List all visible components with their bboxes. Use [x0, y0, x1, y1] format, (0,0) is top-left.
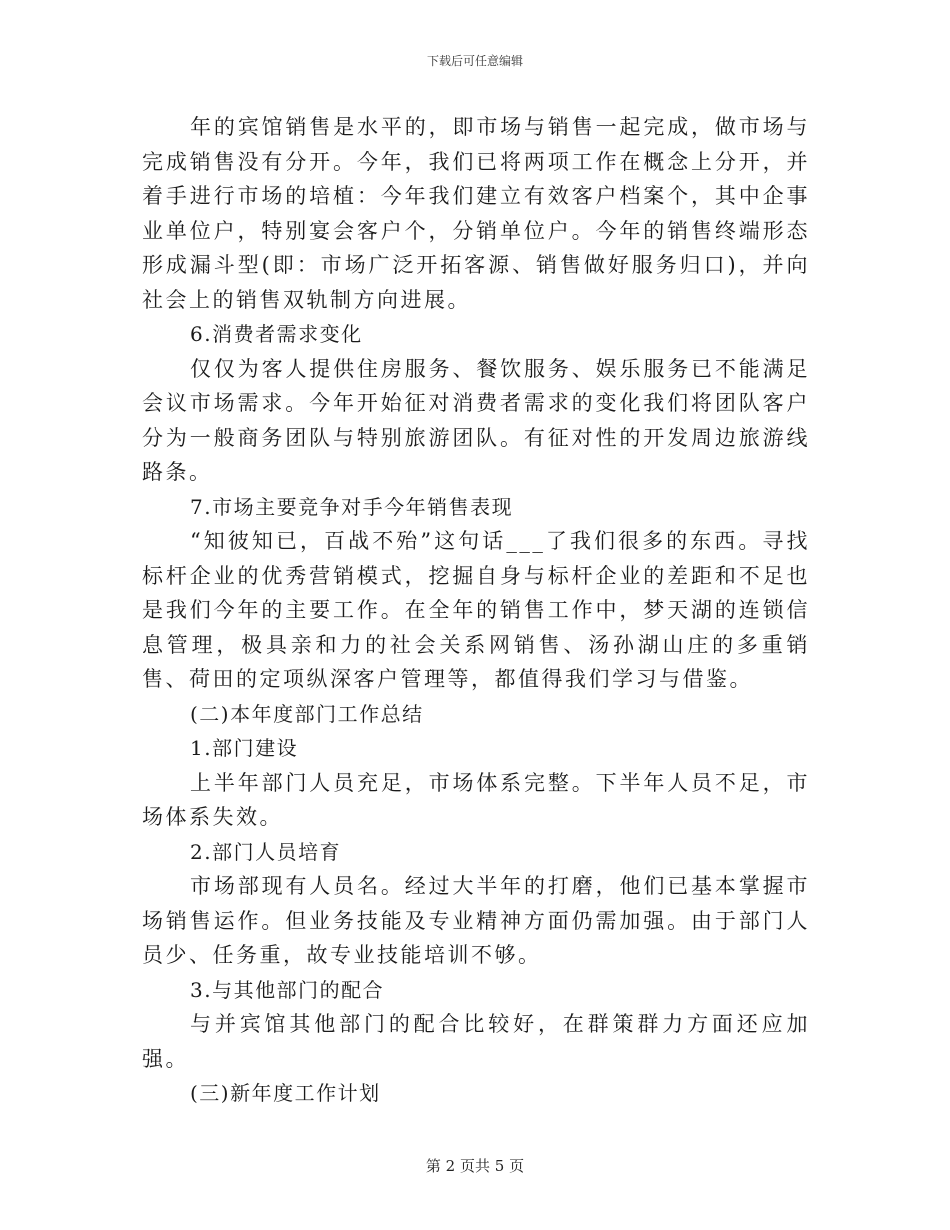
paragraph-sales-structure: 年的宾馆销售是水平的，即市场与销售一起完成，做市场与完成销售没有分开。今年，我们已将两项工作在概念上分开，并着手进行市场的培植：今年我们建立有效客户档案个，其中企事业单位户，特别宴会客户个，分销单位户。今年的销售终端形态形成漏斗型(即：市场广泛开拓客源、销售做好服务归口)，并向社会上的销售双轨制方向进展。	[142, 115, 810, 312]
paragraph-staff-training: 市场部现有人员名。经过大半年的打磨，他们已基本掌握市场销售运作。但业务技能及专业精神方面仍需加强。由于部门人员少、任务重，故专业技能培训不够。	[142, 874, 810, 967]
paragraph-department-building: 上半年部门人员充足，市场体系完整。下半年人员不足，市场体系失效。	[142, 770, 810, 829]
paragraph-cooperation: 与并宾馆其他部门的配合比较好，在群策群力方面还应加强。	[142, 1012, 810, 1071]
section-heading-department-summary: (二)本年度部门工作总结	[190, 701, 424, 726]
section-heading-new-year-plan: (三)新年度工作计划	[190, 1081, 381, 1105]
section-heading-cooperation: 3.与其他部门的配合	[190, 977, 385, 1002]
section-heading-competitors: 7.市场主要竞争对手今年销售表现	[190, 494, 514, 519]
section-heading-consumer-demand: 6.消费者需求变化	[190, 322, 363, 346]
page-footer: 第 2 页共 5 页	[425, 1157, 525, 1175]
document-body	[142, 110, 810, 1111]
paragraph-consumer-demand: 仅仅为客人提供住房服务、餐饮服务、娱乐服务已不能满足会议市场需求。今年开始征对消费者需求的变化我们将团队客户分为一般商务团队与特别旅游团队。有征对性的开发周边旅游线路条。	[142, 356, 810, 484]
paragraph-competitors: “知彼知已，百战不殆”这句话___了我们很多的东西。寻找标杆企业的优秀营销模式，挖掘自身与标杆企业的差距和不足也是我们今年的主要工作。在全年的销售工作中，梦天湖的连锁信息管理，极具亲和力的社会关系网销售、汤孙湖山庄的多重销售、荷田的定项纵深客户管理等，都值得我们学习与借鉴。	[142, 529, 810, 691]
page-header: 下载后可任意编辑	[426, 54, 523, 68]
section-heading-department-building: 1.部门建设	[190, 736, 299, 760]
section-heading-staff-training: 2.部门人员培育	[190, 839, 342, 864]
